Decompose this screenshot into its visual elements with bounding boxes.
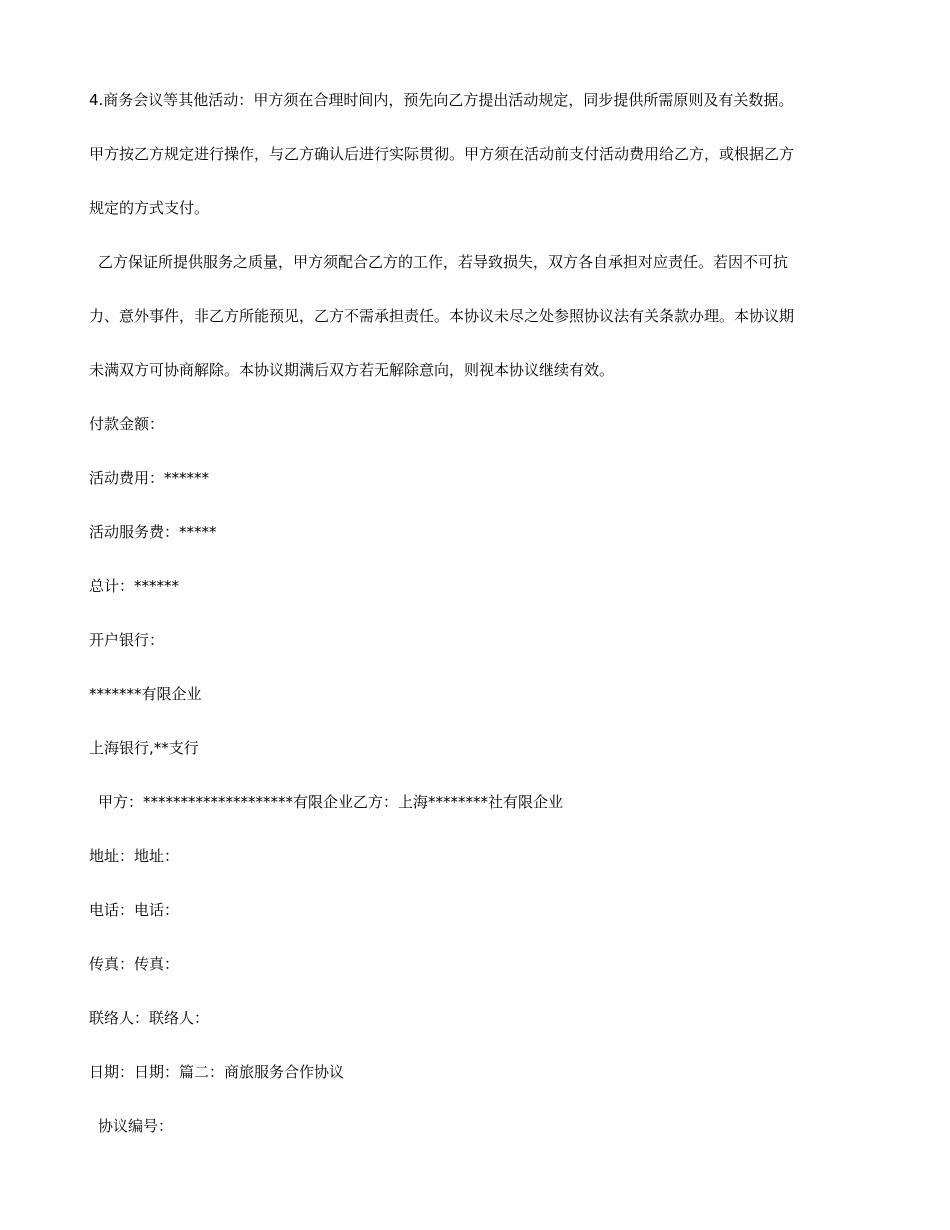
contact-person-line: 联络人：联络人： (89, 1009, 210, 1027)
quality-clause-line-2: 力、意外事件，非乙方所能预见，乙方不需承担责任。本协议未尽之处参照协议法有关条款办理。本协议期 (89, 307, 795, 325)
payment-amount-label: 付款金额： (89, 415, 165, 433)
phone-line: 电话：电话： (89, 901, 180, 919)
clause-4-line-3: 规定的方式支付。 (89, 199, 210, 217)
activity-fee: 活动费用：****** (89, 469, 210, 487)
clause-4-line-2: 甲方按乙方规定进行操作，与乙方确认后进行实际贯彻。甲方须在活动前支付活动费用给乙方，或根据乙方 (89, 145, 795, 163)
parties-line: 甲方：********************有限企业乙方：上海********社有限企业 (98, 793, 564, 811)
document-page (89, 85, 864, 1165)
activity-service-fee: 活动服务费：***** (89, 523, 217, 541)
agreement-number-line: 协议编号： (98, 1117, 174, 1135)
bank-branch: 上海银行,**支行 (89, 739, 199, 757)
date-line: 日期：日期：篇二：商旅服务合作协议 (89, 1063, 345, 1081)
bank-label: 开户银行： (89, 631, 165, 649)
quality-clause-line-1: 乙方保证所提供服务之质量，甲方须配合乙方的工作，若导致损失，双方各自承担对应责任。若因不可抗 (98, 253, 789, 271)
account-name: *******有限企业 (89, 685, 202, 703)
clause-4-line-1: 4.商务会议等其他活动：甲方须在合理时间内，预先向乙方提出活动规定，同步提供所需原则及有关数据。 (89, 91, 794, 109)
total-amount: 总计：****** (89, 577, 180, 595)
quality-clause-line-3: 未满双方可协商解除。本协议期满后双方若无解除意向，则视本协议继续有效。 (89, 361, 615, 379)
fax-line: 传真：传真： (89, 955, 180, 973)
address-line: 地址：地址： (89, 847, 180, 865)
